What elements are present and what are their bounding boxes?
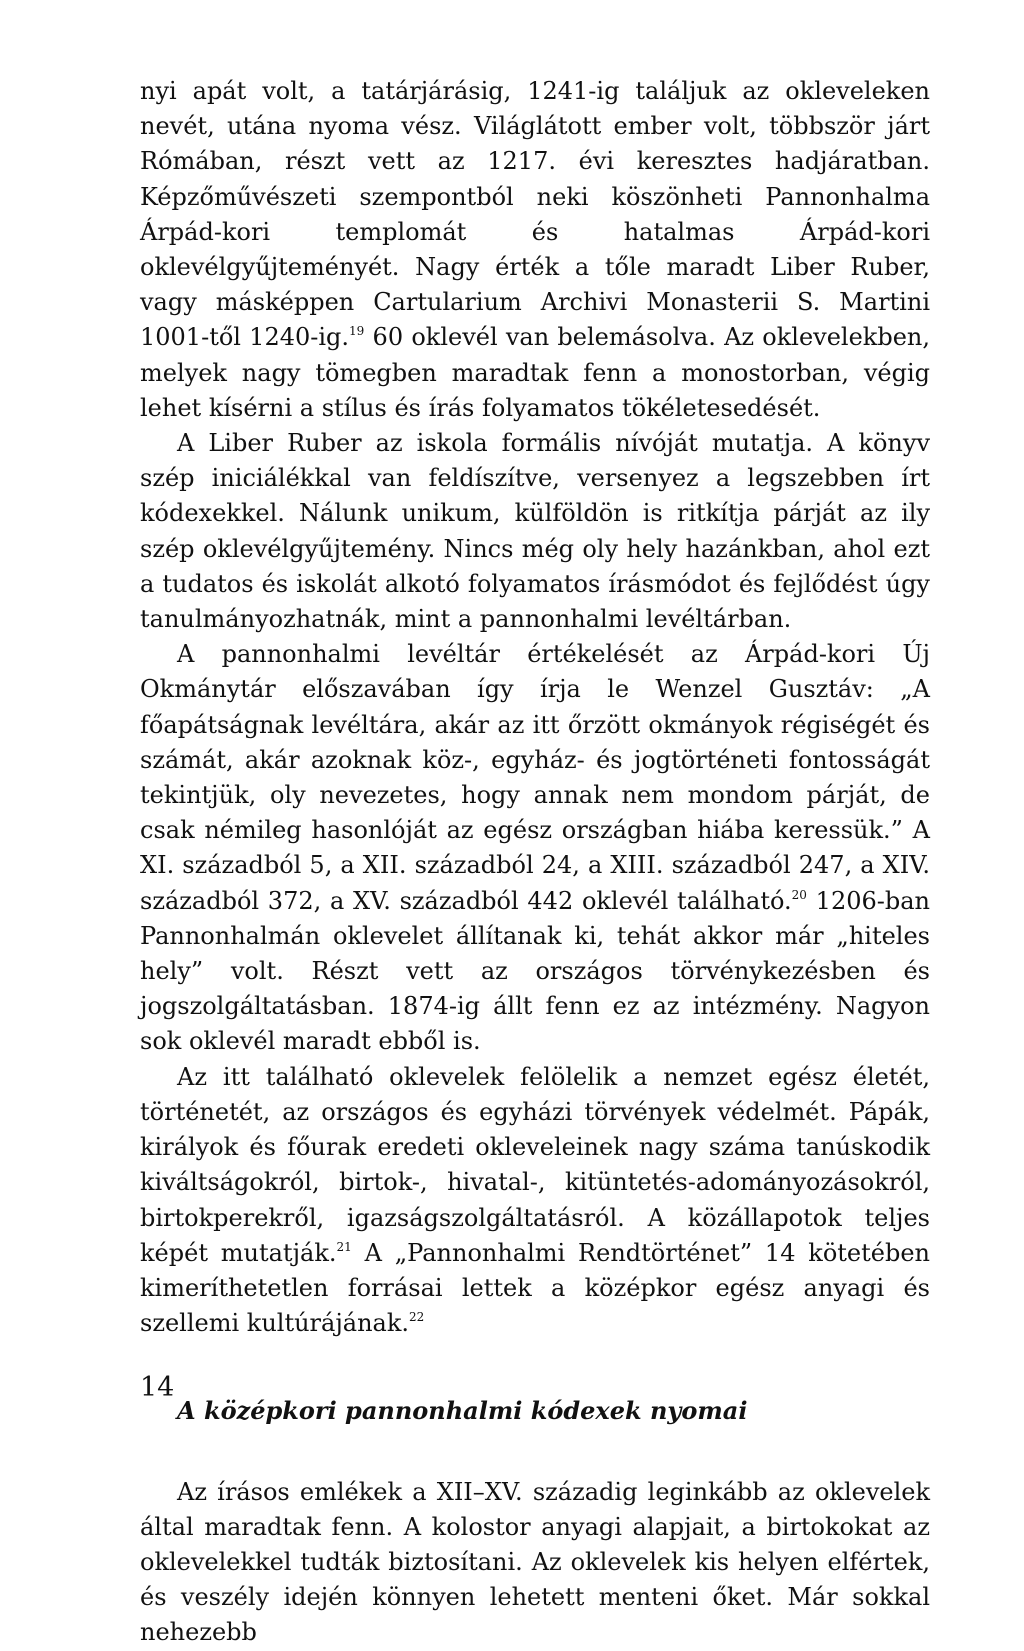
text-run: A pannonhalmi levéltár értékelését az Árpád-kori Új Okmánytár előszavában így írja le Wenzel Gusztáv: „A főapátságnak levéltára, akár az itt őrzött okmányok régiségét és számát, akár azoknak köz-, egyház- és jogtörténeti fontosságát tekintjük, oly nevezetes, hogy annak nem mondom párját, de csak némileg hasonlóját az egész országban hiába keressük.” A XI. századból 5, a XII. századból 24, a XIII. századból 247, a XIV. századból 372, a XV. századból 442 oklevél található. <box>140 640 930 915</box>
text-run: nyi apát volt, a tatárjárásig, 1241-ig találjuk az okleveleken nevét, utána nyoma vész. Világlátott ember volt, többször járt Rómában, részt vett az 1217. évi keresztes hadjáratban. Képzőművészeti szempontból neki köszönheti Pannonhalma Árpád-kori templomát és hatalmas Árpád-kori oklevélgyűjteményét. Nagy érték a tőle maradt Liber Ruber, vagy másképpen Cartularium Archivi Monasterii S. Martini 1001-től 1240-ig. <box>140 77 930 352</box>
footnote-ref: 21 <box>336 1239 352 1254</box>
paragraph-p4 <box>140 1060 930 1342</box>
footnote-ref: 22 <box>409 1310 425 1325</box>
text-run: Az itt található oklevelek felölelik a nemzet egész életét, történetét, az országos és egyházi törvények védelmét. Pápák, királyok és főurak eredeti okleveleinek nagy száma tanúskodik kiváltságokról, birtok-, hivatal-, kitüntetés-adományozásokról, birtokperekről, igazságszolgáltatásról. A közállapotok teljes képét mutatják. <box>140 1062 930 1267</box>
text-run: A Liber Ruber az iskola formális nívóját mutatja. A könyv szép iniciálékkal van feldíszítve, versenyez a legszebben írt kódexekkel. Nálunk unikum, külföldön is ritkítja párját az ily szép oklevélgyűjtemény. Nincs még oly hely hazánkban, ahol ezt a tudatos és iskolát alkotó folyamatos írásmódot és fejlődést úgy tanulmányozhatnák, mint a pannonhalmi levéltárban. <box>140 429 930 634</box>
paragraph-p3 <box>140 637 930 1059</box>
text-run: A „Pannonhalmi Rendtörténet” 14 kötetében kimeríthetetlen forrásai lettek a középkor egész anyagi és szellemi kultúrájának. <box>140 1238 930 1338</box>
text-run: 1206-ban Pannonhalmán oklevelet állítanak ki, tehát akkor már „hiteles hely” volt. Részt vett az országos törvénykezésben és jogszolgáltatásban. 1874-ig állt fenn ez az intézmény. Nagyon sok oklevél maradt ebből is. <box>140 886 930 1056</box>
paragraph-p2 <box>140 426 930 637</box>
text-block-before-heading <box>140 74 930 1341</box>
paragraph-p5 <box>140 1475 930 1651</box>
section-heading: A középkori pannonhalmi kódexek nyomai <box>177 1396 748 1426</box>
page-body <box>140 74 930 1651</box>
text-run: Az írásos emlékek a XII–XV. századig leginkább az oklevelek által maradtak fenn. A kolostor anyagi alapjait, a birtokokat az oklevelekkel tudták biztosítani. Az oklevelek kis helyen elfértek, és veszély idején könnyen lehetett menteni őket. Már sokkal nehezebb <box>140 1477 930 1647</box>
footnote-ref: 20 <box>791 887 807 902</box>
footnote-ref: 19 <box>349 324 365 339</box>
page-number: 14 <box>140 1372 175 1403</box>
paragraph-p1 <box>140 74 930 426</box>
text-run: 60 oklevél van belemásolva. Az oklevelekben, melyek nagy tömegben maradtak fenn a monostorban, végig lehet kísérni a stílus és írás folyamatos tökéletesedését. <box>140 323 930 422</box>
text-block-after-heading <box>140 1475 930 1651</box>
